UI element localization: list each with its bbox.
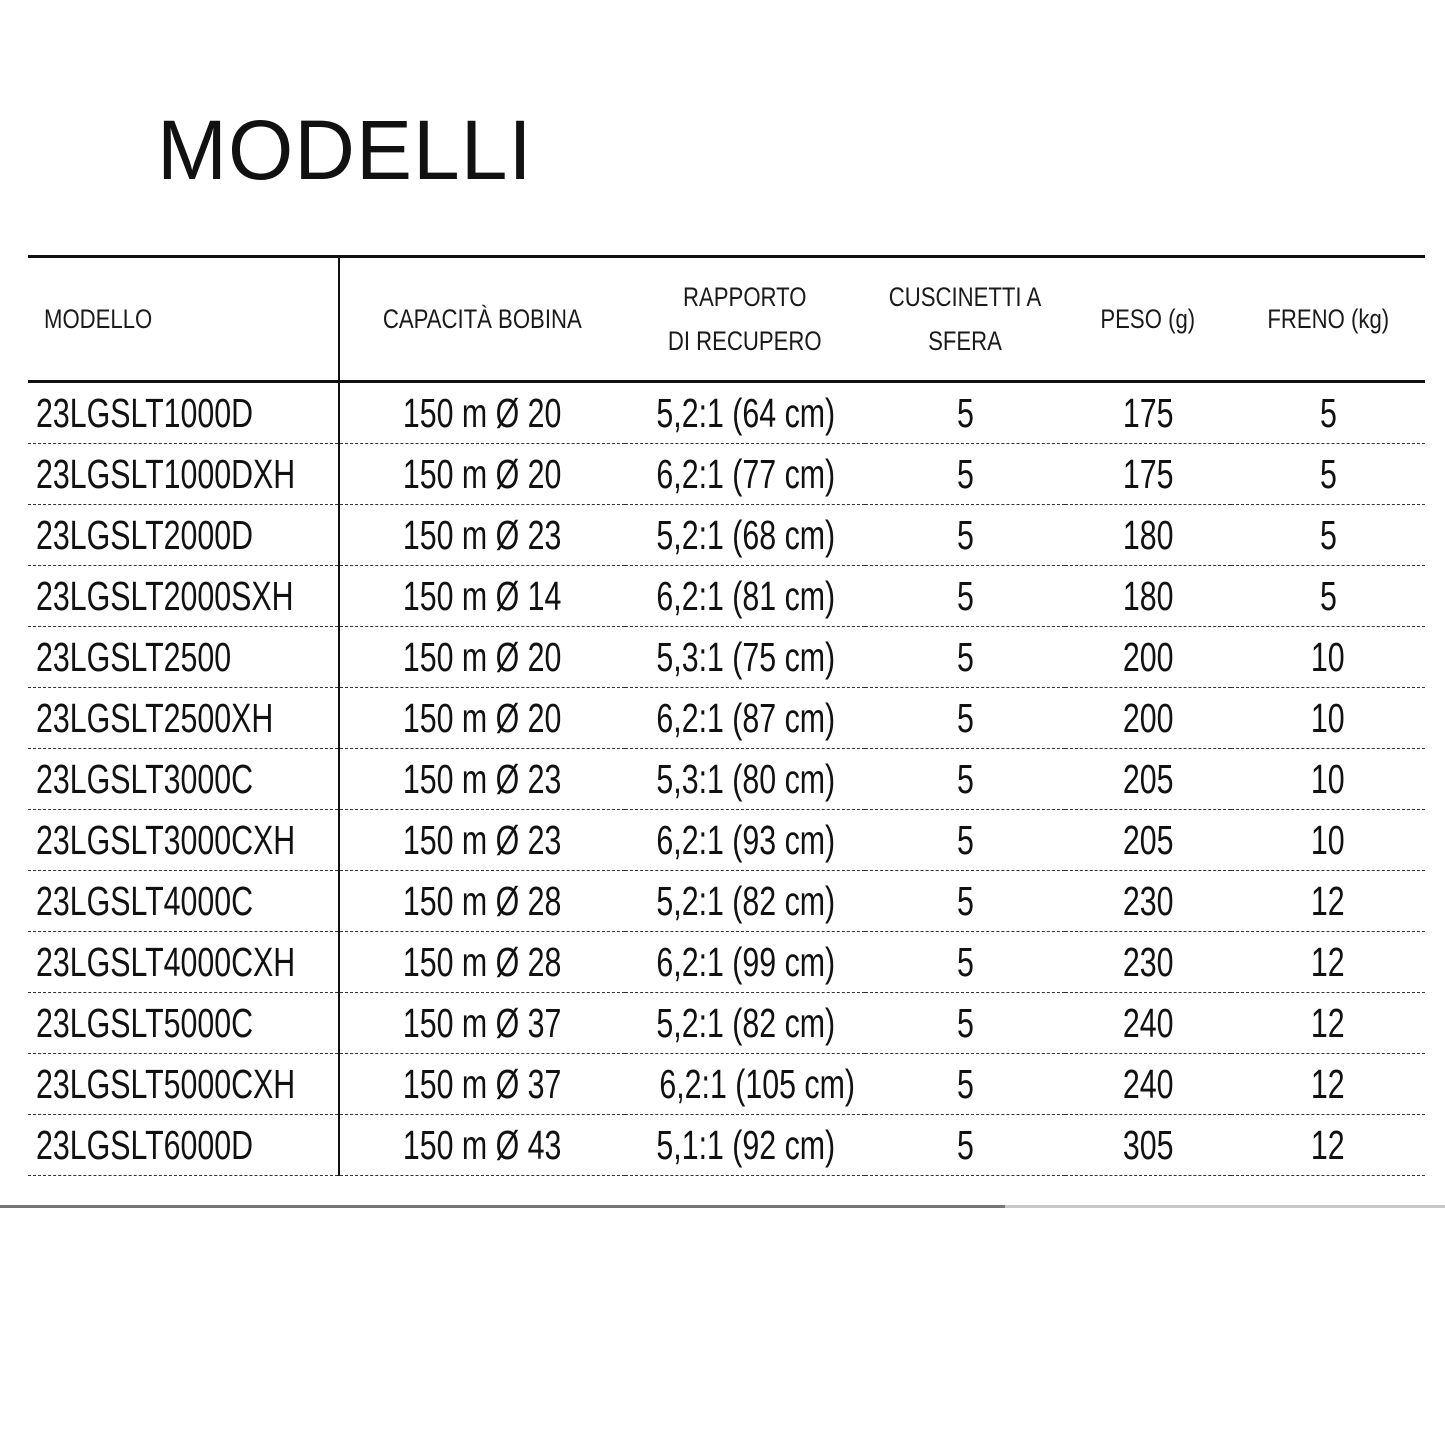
models-table xyxy=(28,255,1425,1176)
cell-model: 23LGSLT5000CXH xyxy=(28,1054,339,1115)
cell-drag: 5 xyxy=(1231,505,1425,566)
cell-weight: 175 xyxy=(1065,382,1231,444)
bottom-divider-light xyxy=(1005,1205,1445,1208)
cell-model: 23LGSLT3000CXH xyxy=(28,810,339,871)
header-ratio: RAPPORTO DI RECUPERO xyxy=(625,257,865,382)
cell-model: 23LGSLT2000SXH xyxy=(28,566,339,627)
cell-ratio: 5,2:1 (68 cm) xyxy=(625,505,865,566)
cell-capacity: 150 m Ø 28 xyxy=(339,871,625,932)
table-body xyxy=(28,382,1425,1176)
cell-drag: 12 xyxy=(1231,932,1425,993)
table-row xyxy=(28,993,1425,1054)
cell-capacity: 150 m Ø 37 xyxy=(339,1054,625,1115)
header-drag: FRENO (kg) xyxy=(1231,257,1425,382)
cell-model: 23LGSLT5000C xyxy=(28,993,339,1054)
cell-weight: 200 xyxy=(1065,627,1231,688)
cell-weight: 180 xyxy=(1065,505,1231,566)
cell-model: 23LGSLT1000D xyxy=(28,382,339,444)
cell-ratio: 5,3:1 (80 cm) xyxy=(625,749,865,810)
cell-bearings: 5 xyxy=(865,810,1065,871)
cell-drag: 12 xyxy=(1231,993,1425,1054)
cell-model: 23LGSLT3000C xyxy=(28,749,339,810)
cell-capacity: 150 m Ø 20 xyxy=(339,382,625,444)
table-row xyxy=(28,871,1425,932)
cell-capacity: 150 m Ø 23 xyxy=(339,749,625,810)
cell-bearings: 5 xyxy=(865,382,1065,444)
cell-drag: 10 xyxy=(1231,810,1425,871)
cell-ratio: 6,2:1 (81 cm) xyxy=(625,566,865,627)
cell-ratio: 5,2:1 (64 cm) xyxy=(625,382,865,444)
cell-weight: 180 xyxy=(1065,566,1231,627)
cell-capacity: 150 m Ø 43 xyxy=(339,1115,625,1176)
page-title: MODELLI xyxy=(157,103,533,197)
header-bearings: CUSCINETTI A SFERA xyxy=(865,257,1065,382)
table-row xyxy=(28,1054,1425,1115)
header-row xyxy=(28,257,1425,382)
cell-bearings: 5 xyxy=(865,566,1065,627)
cell-model: 23LGSLT1000DXH xyxy=(28,444,339,505)
cell-ratio: 5,3:1 (75 cm) xyxy=(625,627,865,688)
header-weight: PESO (g) xyxy=(1065,257,1231,382)
table-row xyxy=(28,382,1425,444)
cell-drag: 5 xyxy=(1231,382,1425,444)
cell-weight: 205 xyxy=(1065,810,1231,871)
cell-bearings: 5 xyxy=(865,932,1065,993)
cell-weight: 240 xyxy=(1065,1054,1231,1115)
cell-capacity: 150 m Ø 23 xyxy=(339,810,625,871)
cell-ratio: 6,2:1 (105 cm) xyxy=(625,1054,865,1115)
cell-model: 23LGSLT2500XH xyxy=(28,688,339,749)
cell-bearings: 5 xyxy=(865,871,1065,932)
cell-drag: 12 xyxy=(1231,1115,1425,1176)
cell-capacity: 150 m Ø 14 xyxy=(339,566,625,627)
cell-ratio: 5,2:1 (82 cm) xyxy=(625,871,865,932)
header-model: MODELLO xyxy=(28,257,339,382)
cell-weight: 230 xyxy=(1065,932,1231,993)
table-header xyxy=(28,257,1425,382)
cell-drag: 5 xyxy=(1231,444,1425,505)
table-row xyxy=(28,810,1425,871)
cell-capacity: 150 m Ø 23 xyxy=(339,505,625,566)
cell-ratio: 6,2:1 (87 cm) xyxy=(625,688,865,749)
cell-weight: 175 xyxy=(1065,444,1231,505)
cell-bearings: 5 xyxy=(865,444,1065,505)
table-row xyxy=(28,749,1425,810)
table-row xyxy=(28,444,1425,505)
table-row xyxy=(28,932,1425,993)
table-row xyxy=(28,1115,1425,1176)
table-row xyxy=(28,566,1425,627)
cell-ratio: 6,2:1 (99 cm) xyxy=(625,932,865,993)
cell-drag: 5 xyxy=(1231,566,1425,627)
cell-drag: 10 xyxy=(1231,627,1425,688)
bottom-divider xyxy=(0,1205,1005,1208)
cell-weight: 305 xyxy=(1065,1115,1231,1176)
cell-bearings: 5 xyxy=(865,627,1065,688)
cell-model: 23LGSLT2500 xyxy=(28,627,339,688)
header-capacity: CAPACITÀ BOBINA xyxy=(339,257,625,382)
table-row xyxy=(28,627,1425,688)
cell-capacity: 150 m Ø 20 xyxy=(339,444,625,505)
cell-capacity: 150 m Ø 20 xyxy=(339,627,625,688)
cell-drag: 12 xyxy=(1231,1054,1425,1115)
table-row xyxy=(28,688,1425,749)
cell-capacity: 150 m Ø 20 xyxy=(339,688,625,749)
cell-drag: 10 xyxy=(1231,688,1425,749)
cell-model: 23LGSLT2000D xyxy=(28,505,339,566)
cell-ratio: 5,1:1 (92 cm) xyxy=(625,1115,865,1176)
cell-weight: 205 xyxy=(1065,749,1231,810)
cell-bearings: 5 xyxy=(865,505,1065,566)
cell-bearings: 5 xyxy=(865,1115,1065,1176)
cell-weight: 200 xyxy=(1065,688,1231,749)
cell-model: 23LGSLT6000D xyxy=(28,1115,339,1176)
cell-drag: 12 xyxy=(1231,871,1425,932)
cell-bearings: 5 xyxy=(865,1054,1065,1115)
cell-capacity: 150 m Ø 28 xyxy=(339,932,625,993)
cell-model: 23LGSLT4000CXH xyxy=(28,932,339,993)
cell-bearings: 5 xyxy=(865,749,1065,810)
cell-bearings: 5 xyxy=(865,688,1065,749)
cell-ratio: 5,2:1 (82 cm) xyxy=(625,993,865,1054)
cell-ratio: 6,2:1 (77 cm) xyxy=(625,444,865,505)
cell-bearings: 5 xyxy=(865,993,1065,1054)
table-row xyxy=(28,505,1425,566)
cell-drag: 10 xyxy=(1231,749,1425,810)
cell-capacity: 150 m Ø 37 xyxy=(339,993,625,1054)
cell-weight: 230 xyxy=(1065,871,1231,932)
cell-weight: 240 xyxy=(1065,993,1231,1054)
cell-ratio: 6,2:1 (93 cm) xyxy=(625,810,865,871)
cell-model: 23LGSLT4000C xyxy=(28,871,339,932)
